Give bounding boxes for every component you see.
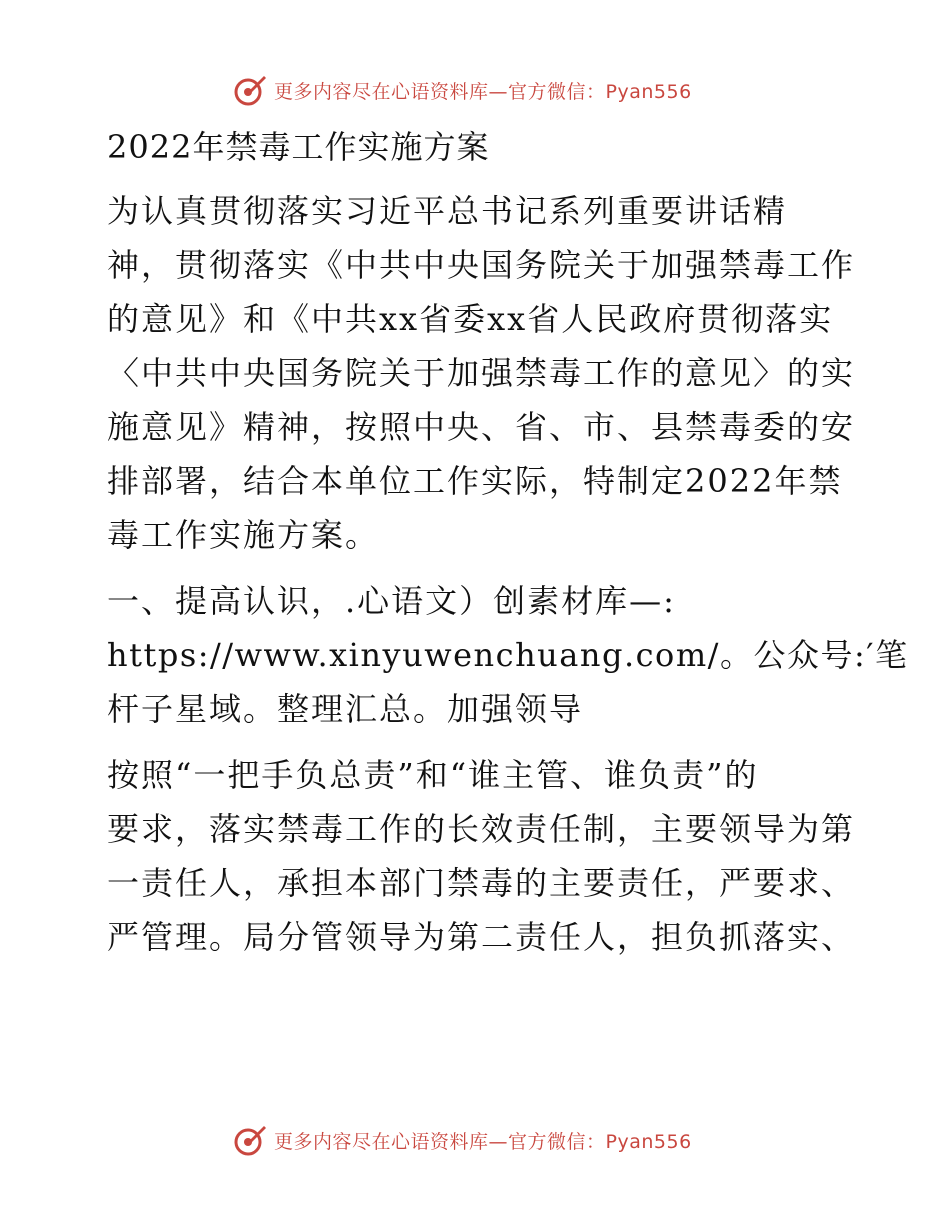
header-watermark bbox=[232, 70, 752, 110]
watermark-text: 更多内容尽在心语资料库—官方微信：Pyan556 bbox=[274, 80, 692, 103]
text-line: 神，贯彻落实《中共中央国务院关于加强禁毒工作 bbox=[107, 246, 856, 284]
text-line: 排部署，结合本单位工作实际，特制定2022年禁 bbox=[107, 462, 843, 500]
document-title: 2022年禁毒工作实施方案 bbox=[107, 128, 490, 166]
pen-logo-icon bbox=[232, 72, 268, 108]
text-line: 杆子星域。整理汇总。加强领导 bbox=[107, 690, 584, 728]
footer-watermark bbox=[232, 1120, 752, 1160]
paragraph-intro bbox=[97, 184, 856, 562]
text-line: 要求，落实禁毒工作的长效责任制，主要领导为第 bbox=[107, 810, 856, 848]
paragraph-section-one bbox=[97, 574, 909, 736]
text-line: 一责任人，承担本部门禁毒的主要责任，严要求、 bbox=[107, 864, 856, 902]
text-line: 一、提高认识，.心语文）创素材库—: bbox=[107, 582, 676, 620]
paragraph-responsibility bbox=[97, 748, 856, 964]
text-line: 〈中共中央国务院关于加强禁毒工作的意见〉的实 bbox=[107, 354, 856, 392]
watermark-text: 更多内容尽在心语资料库—官方微信：Pyan556 bbox=[274, 1130, 692, 1153]
text-line: 严管理。局分管领导为第二责任人，担负抓落实、 bbox=[107, 918, 856, 956]
pen-logo-icon bbox=[232, 1122, 268, 1158]
text-line: https://www.xinyuwenchuang.com/。公众号:′笔 bbox=[107, 636, 909, 674]
text-line: 毒工作实施方案。 bbox=[107, 516, 380, 554]
document-body bbox=[97, 120, 909, 976]
text-line: 施意见》精神，按照中央、省、市、县禁毒委的安 bbox=[107, 408, 856, 446]
text-line: 按照“一把手负总责”和“谁主管、谁负责”的 bbox=[107, 756, 759, 794]
text-line: 为认真贯彻落实习近平总书记系列重要讲话精 bbox=[107, 192, 788, 230]
text-line: 的意见》和《中共xx省委xx省人民政府贯彻落实 bbox=[107, 300, 834, 338]
